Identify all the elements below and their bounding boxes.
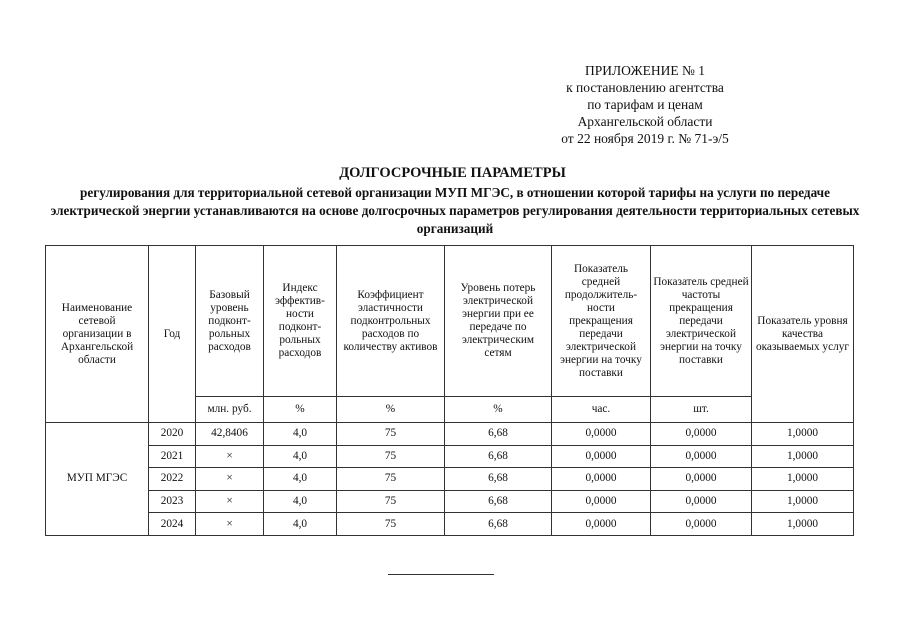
cell-elasticity: 75 xyxy=(337,490,445,513)
cell-quality: 1,0000 xyxy=(752,490,854,513)
header-duration: Показатель средней продолжитель-ности прекращения передачи электрической энергии на точку поставки xyxy=(552,246,651,397)
table-row xyxy=(46,513,854,536)
cell-losses: 6,68 xyxy=(445,468,552,491)
cell-year: 2022 xyxy=(149,468,196,491)
cell-losses: 6,68 xyxy=(445,445,552,468)
cell-elasticity: 75 xyxy=(337,513,445,536)
header-org: Наименование сетевой организации в Архангельской области xyxy=(46,246,149,423)
cell-quality: 1,0000 xyxy=(752,445,854,468)
cell-frequency: 0,0000 xyxy=(651,423,752,446)
cell-base-level: × xyxy=(196,513,264,536)
cell-base-level: × xyxy=(196,468,264,491)
cell-losses: 6,68 xyxy=(445,490,552,513)
cell-quality: 1,0000 xyxy=(752,513,854,536)
unit-efficiency-index: % xyxy=(264,397,337,423)
end-rule xyxy=(388,574,494,575)
cell-duration: 0,0000 xyxy=(552,468,651,491)
cell-frequency: 0,0000 xyxy=(651,513,752,536)
cell-elasticity: 75 xyxy=(337,423,445,446)
parameters-table xyxy=(45,245,854,536)
table-row xyxy=(46,468,854,491)
cell-efficiency-index: 4,0 xyxy=(264,468,337,491)
table-row xyxy=(46,490,854,513)
cell-duration: 0,0000 xyxy=(552,490,651,513)
cell-losses: 6,68 xyxy=(445,513,552,536)
cell-year: 2021 xyxy=(149,445,196,468)
table-row xyxy=(46,423,854,446)
cell-quality: 1,0000 xyxy=(752,468,854,491)
cell-frequency: 0,0000 xyxy=(651,468,752,491)
header-losses: Уровень потерь электрической энергии при ее передаче по электрическим сетям xyxy=(445,246,552,397)
cell-elasticity: 75 xyxy=(337,468,445,491)
header-base-level: Базовый уровень подконт-рольных расходов xyxy=(196,246,264,397)
appendix-title: ПРИЛОЖЕНИЕ № 1 xyxy=(584,63,706,78)
unit-duration: час. xyxy=(552,397,651,423)
header-row xyxy=(46,246,854,397)
document-subtitle: регулирования для территориальной сетевой организации МУП МГЭС, в отношении которой тарифы на услуги по передаче электрической энергии устанавливаются на основе долгосрочных параметров регулирования деятельности территориальных сетевых организаций xyxy=(50,185,860,236)
cell-losses: 6,68 xyxy=(445,423,552,446)
appendix-line-agency: по тарифам и ценам xyxy=(587,97,703,112)
header-year: Год xyxy=(149,246,196,423)
appendix-line-region: Архангельской области xyxy=(577,114,713,129)
appendix-line-resolution: к постановлению агентства xyxy=(566,80,724,95)
unit-elasticity: % xyxy=(337,397,445,423)
table-row xyxy=(46,445,854,468)
cell-year: 2023 xyxy=(149,490,196,513)
cell-efficiency-index: 4,0 xyxy=(264,513,337,536)
cell-duration: 0,0000 xyxy=(552,423,651,446)
cell-base-level: × xyxy=(196,445,264,468)
appendix-line-date: от 22 ноября 2019 г. № 71-э/5 xyxy=(561,131,729,146)
org-name-cell: МУП МГЭС xyxy=(46,423,149,536)
cell-base-level: × xyxy=(196,490,264,513)
cell-quality: 1,0000 xyxy=(752,423,854,446)
cell-duration: 0,0000 xyxy=(552,513,651,536)
unit-frequency: шт. xyxy=(651,397,752,423)
unit-losses: % xyxy=(445,397,552,423)
header-elasticity: Коэффициент эластичности подконтрольных расходов по количеству активов xyxy=(337,246,445,397)
document-title: ДОЛГОСРОЧНЫЕ ПАРАМЕТРЫ xyxy=(339,165,566,181)
cell-efficiency-index: 4,0 xyxy=(264,490,337,513)
cell-year: 2020 xyxy=(149,423,196,446)
header-frequency: Показатель средней частоты прекращения передачи электрической энергии на точку поставки xyxy=(651,246,752,397)
cell-duration: 0,0000 xyxy=(552,445,651,468)
cell-base-level: 42,8406 xyxy=(196,423,264,446)
header-efficiency-index: Индекс эффектив-ности подконт-рольных расходов xyxy=(264,246,337,397)
cell-efficiency-index: 4,0 xyxy=(264,423,337,446)
cell-frequency: 0,0000 xyxy=(651,490,752,513)
header-quality: Показатель уровня качества оказываемых услуг xyxy=(752,246,854,423)
cell-year: 2024 xyxy=(149,513,196,536)
appendix-block xyxy=(540,62,750,147)
cell-elasticity: 75 xyxy=(337,445,445,468)
unit-base-level: млн. руб. xyxy=(196,397,264,423)
cell-efficiency-index: 4,0 xyxy=(264,445,337,468)
cell-frequency: 0,0000 xyxy=(651,445,752,468)
